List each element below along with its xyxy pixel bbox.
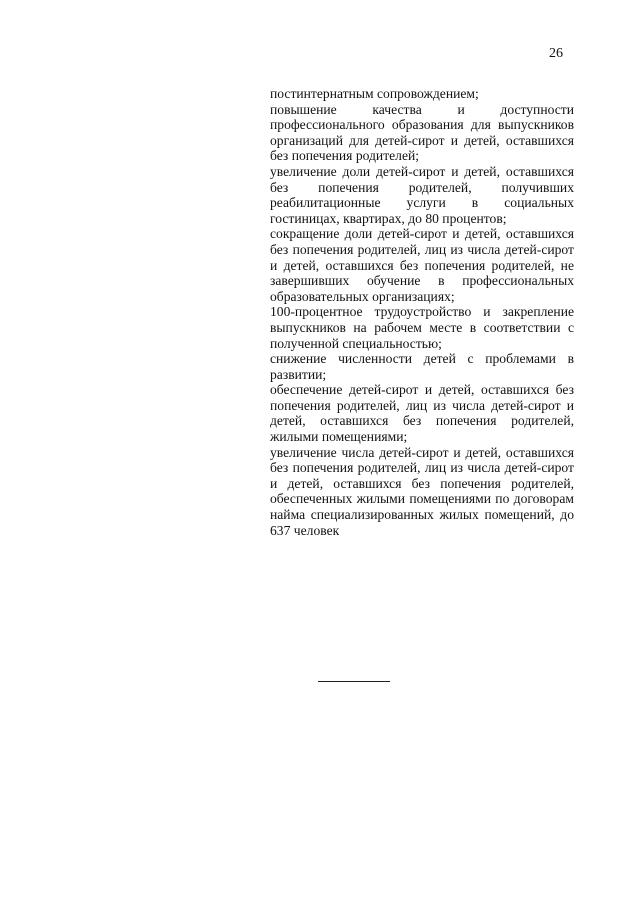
end-separator-line [318,681,390,682]
paragraph-employment: 100-процентное трудоустройство и закрепление выпускников на рабочем месте в соответствии с полученной специальностью; [270,304,574,351]
paragraph-postinternat-support: постинтернатным сопровождением; [270,86,479,101]
paragraph-housing-contracts: увеличение числа детей-сирот и детей, оставшихся без попечения родителей, лиц из числа детей-сирот и детей, оставшихся без попечения родителей, обеспеченных жилыми помещениями по договорам найма специализированных жилых помещений, до 637 человек [270,444,574,538]
paragraph-housing-provision: обеспечение детей-сирот и детей, оставшихся без попечения родителей, лиц из числа детей-сирот и детей, оставшихся без попечения родителей, жилыми помещениями; [270,382,574,445]
paragraph-rehabilitation-services: увеличение доли детей-сирот и детей, оставшихся без попечения родителей, получивших реабилитационные услуги в социальных гостиницах, квартирах, до 80 процентов; [270,163,574,226]
paragraph-developmental-problems: снижение численности детей с проблемами в развитии; [270,351,574,382]
page-number: 26 [549,46,563,61]
paragraph-education-quality: повышение качества и доступности профессионального образования для выпускников организаций для детей-сирот и детей, оставшихся без попечения родителей; [270,101,574,164]
paragraph-dropout-reduction: сокращение доли детей-сирот и детей, оставшихся без попечения родителей, лиц из числа детей-сирот и детей, оставшихся без попечения родителей, не завершивших обучение в профессиональных образовательных организациях; [270,226,574,304]
document-body [270,86,574,538]
